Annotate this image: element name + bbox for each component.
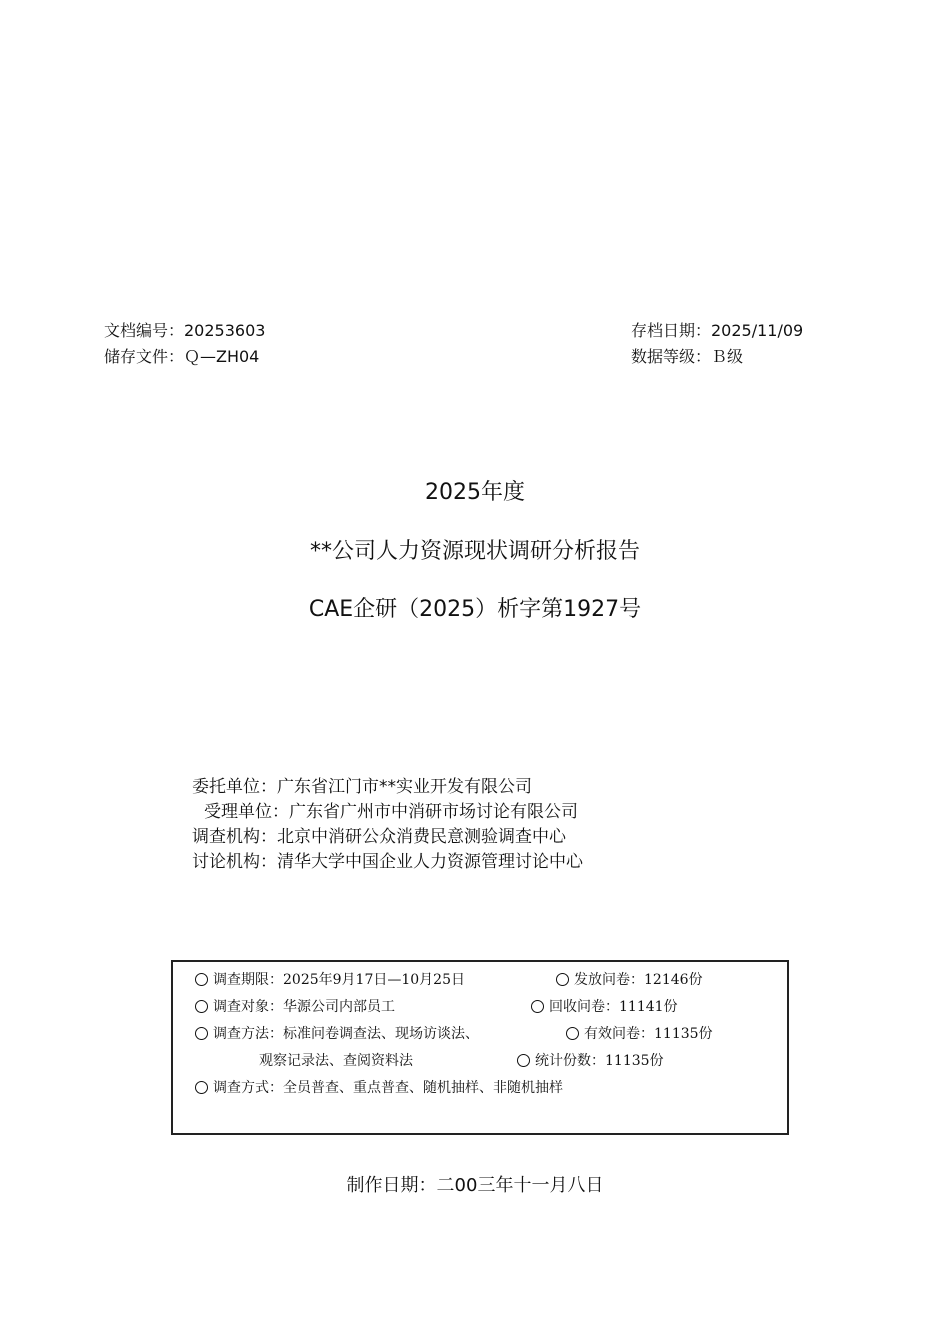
survey-method: 调查方法：标准问卷调查法、现场访谈法、 (195, 1025, 479, 1043)
circle-bullet-icon (556, 973, 569, 986)
survey-info-box (171, 960, 789, 1135)
questionnaires-issued: 发放问卷：12146份 (556, 971, 703, 989)
contractor-unit: 受理单位：广东省广州市中消研市场讨论有限公司 (204, 802, 578, 822)
production-date: 制作日期：二00三年十一月八日 (346, 1175, 604, 1196)
archive-date: 存档日期：2025/11/09 (631, 321, 804, 340)
survey-target: 调查对象：华源公司内部员工 (195, 998, 395, 1016)
data-level: 数据等级：Ｂ级 (631, 347, 744, 366)
circle-bullet-icon (195, 1027, 208, 1040)
circle-bullet-icon (195, 1081, 208, 1094)
circle-bullet-icon (566, 1027, 579, 1040)
survey-method-continued: 观察记录法、查阅资料法 (259, 1053, 413, 1069)
circle-bullet-icon (517, 1054, 530, 1067)
report-code: CAE企研（2025）析字第1927号 (308, 597, 642, 622)
title-year: 2025年度 (425, 480, 525, 505)
circle-bullet-icon (195, 1000, 208, 1013)
storage-file: 储存文件：Ｑ—ZH04 (104, 347, 260, 366)
survey-period: 调查期限：2025年9月17日—10月25日 (195, 971, 465, 989)
survey-agency: 调查机构：北京中消研公众消费民意测验调查中心 (192, 827, 566, 847)
page-title: **公司人力资源现状调研分析报告 (309, 539, 640, 564)
client-unit: 委托单位：广东省江门市**实业开发有限公司 (192, 777, 532, 797)
questionnaires-valid: 有效问卷：11135份 (566, 1025, 713, 1043)
circle-bullet-icon (195, 973, 208, 986)
circle-bullet-icon (531, 1000, 544, 1013)
questionnaires-counted: 统计份数：11135份 (517, 1052, 664, 1070)
questionnaires-returned: 回收问卷：11141份 (531, 998, 678, 1016)
doc-number: 文档编号：20253603 (104, 321, 266, 340)
survey-mode: 调查方式：全员普查、重点普查、随机抽样、非随机抽样 (195, 1079, 563, 1097)
research-agency: 讨论机构：清华大学中国企业人力资源管理讨论中心 (192, 852, 583, 872)
